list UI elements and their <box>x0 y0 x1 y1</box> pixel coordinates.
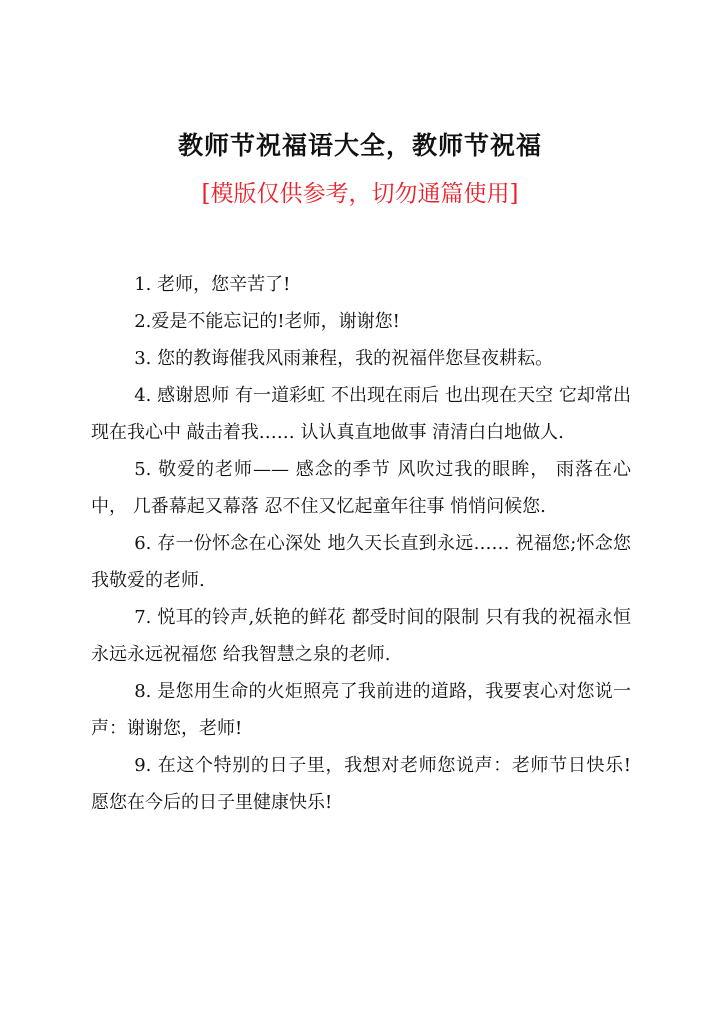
list-item: 1. 老师，您辛苦了! <box>134 274 291 295</box>
list-item: 7. 悦耳的铃声,妖艳的鲜花 都受时间的限制 只有我的祝福永恒 永远永远祝福您 给我智慧之泉的老师. <box>91 607 631 665</box>
list-item: 5. 敬爱的老师—— 感念的季节 风吹过我的眼眸， 雨落在心中， 几番幕起又幕落 忍不住又忆起童年往事 悄悄问候您. <box>91 459 631 517</box>
blessing-list <box>91 266 631 821</box>
list-item: 6. 存一份怀念在心深处 地久天长直到永远…… 祝福您;怀念您 我敬爱的老师. <box>91 533 631 591</box>
list-item: 2.爱是不能忘记的!老师，谢谢您! <box>134 311 400 332</box>
list-item: 9. 在这个特别的日子里，我想对老师您说声：老师节日快乐!愿您在今后的日子里健康快乐! <box>91 755 631 813</box>
list-item: 3. 您的教诲催我风雨兼程，我的祝福伴您昼夜耕耘。 <box>134 348 554 369</box>
list-item: 4. 感谢恩师 有一道彩虹 不出现在雨后 也出现在天空 它却常出现在我心中 敲击着我…… 认认真直地做事 清清白白地做人. <box>91 385 631 443</box>
list-item: 8. 是您用生命的火炬照亮了我前进的道路，我要衷心对您说一声：谢谢您，老师! <box>91 681 631 739</box>
template-notice: [模版仅供参考，切勿通篇使用] <box>201 181 519 207</box>
page-title: 教师节祝福语大全，教师节祝福 <box>177 131 542 160</box>
